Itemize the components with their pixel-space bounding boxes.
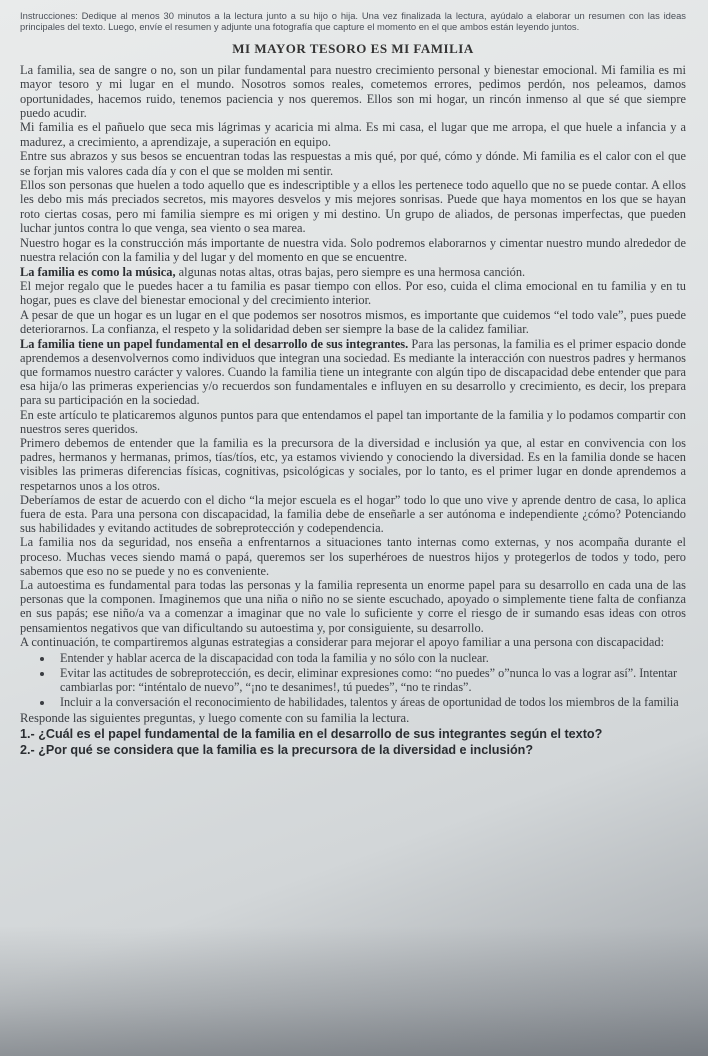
paragraph: Ellos son personas que huelen a todo aquello que es indescriptible y a ellos les pertenece todo aquello que no se puede contar. A ellos les debo mis más preciados secretos, mis mayores desvelos y mis mejores sonrisas. Puede que haya momentos en los que se hayan roto ciertas cosas, pero mi familia siempre es mi origen y mi destino. Un grupo de aliados, de personas imperfectas, que pueden luchar juntos contra lo que venga, sea viento o sea marea. (20, 178, 686, 236)
strategy-list (54, 651, 686, 709)
question-2: 2.- ¿Por qué se considera que la familia es la precursora de la diversidad e inclusión? (20, 742, 534, 757)
instructions-text: Instrucciones: Dedique al menos 30 minutos a la lectura junto a su hijo o hija. Una vez finalizada la lectura, ayúdalo a elaborar un resumen con las ideas principales del texto. Luego, envíe el resumen y adjunte una fotografía que capture el momento en el que ambos están leyendo juntos. (20, 10, 686, 33)
paragraph: A pesar de que un hogar es un lugar en el que podemos ser nosotros mismos, es importante que cuidemos “el todo vale”, pues puede deteriorarnos. La confianza, el respeto y la solidaridad deben ser siempre la base de la calidez familiar. (20, 307, 686, 337)
paragraph: Nuestro hogar es la construcción más importante de nuestra vida. Solo podremos elaborarnos y cimentar nuestro mundo alrededor de nuestra relación con la familia y del lugar y del momento en que se encuentre. (20, 235, 686, 265)
role-bold: La familia tiene un papel fundamental en el desarrollo de sus integrantes. (20, 336, 409, 351)
paragraph: A continuación, te compartiremos algunas estrategias a considerar para mejorar el apoyo familiar a una persona con discapacidad: (20, 634, 665, 649)
role-rest: Para las personas, la familia es el primer espacio donde aprendemos a desenvolvernos como individuos que integran una sociedad. Es mediante la interacción con nuestros padres y hermanos que formamos nuestro carácter y valores. Cuando la familia tiene un integrante con algún tipo de discapacidad debe entender que para esa hija/o las primeras experiencias y/o recuerdos son fundamentales e influyen en su desarrollo y crecimiento, es decir, los prepara para su participación en la sociedad. (20, 336, 686, 408)
paragraph: Primero debemos de entender que la familia es la precursora de la diversidad e inclusión ya que, al estar en convivencia con los padres, hermanos y hermanas, primos, tías/tíos, etc, ya estamos viviendo y conociendo la diversidad. Es en la familia donde se hacen visibles las primeras diferencias físicas, cognitivas, psicológicas y sociales, por lo tanto, es el primer lugar en donde aprendemos a respetarnos unos a los otros. (20, 435, 686, 493)
respond-instruction: Responde las siguientes preguntas, y luego comente con su familia la lectura. (20, 711, 410, 725)
music-rest: algunas notas altas, otras bajas, pero siempre es una hermosa canción. (175, 264, 526, 279)
music-bold: La familia es como la música, (20, 264, 176, 279)
paragraph: Deberíamos de estar de acuerdo con el dicho “la mejor escuela es el hogar” todo lo que uno vive y aprende dentro de casa, lo aplica fuera de esta. Para una persona con discapacidad, la familia debe de enseñarle a ser autónoma e independiente ¿cómo? Potenciando sus habilidades y evitando actitudes de sobreprotección y codependencia. (20, 492, 686, 536)
list-item: • Entender y hablar acerca de la discapacidad con toda la familia y no sólo con la nuclear. (54, 651, 686, 665)
paragraph: La familia, sea de sangre o no, son un pilar fundamental para nuestro crecimiento personal y bienestar emocional. Mi familia es mi mayor tesoro y mi lugar en el mundo. Nosotros somos reales, cometemos errores, pedimos perdón, nos peleamos, damos oportunidades, hacemos ruido, tenemos paciencia y nos queremos. Ellos son mi hogar, un rincón inmenso al que sé que siempre puedo acudir. (20, 62, 686, 121)
paragraph: El mejor regalo que le puedes hacer a tu familia es pasar tiempo con ellos. Por eso, cuida el clima emocional en tu familia y en tu hogar, pues es clave del bienestar emocional y del crecimiento interior. (20, 278, 686, 308)
paragraph-role (20, 337, 686, 408)
paragraph: Entre sus abrazos y sus besos se encuentran todas las respuestas a mis qué, por qué, cómo y dónde. Mi familia es el calor con el que se forjan mis valores cada día y con el que se molden mi sentir. (20, 149, 686, 178)
paragraph: En este artículo te platicaremos algunos puntos para que entendamos el papel tan importante de la familia y lo podamos compartir con nuestros seres queridos. (20, 407, 686, 436)
list-item: • Incluir a la conversación el reconocimiento de habilidades, talentos y áreas de oportunidad de todos los miembros de la familia (54, 695, 686, 709)
document-title: MI MAYOR TESORO ES MI FAMILIA (232, 40, 474, 56)
paragraph: Mi familia es el pañuelo que seca mis lágrimas y acaricia mi alma. Es mi casa, el lugar que me arropa, el que huele a infancia y a madurez, a crecimiento, a aprendizaje, a superación en equipo. (20, 120, 686, 149)
list-item: • Evitar las actitudes de sobreprotección, es decir, eliminar expresiones como: “no puedes” o”nunca lo vas a lograr así”. Intentar cambiarlas por: “inténtalo de nuevo”, “¡no te desanimes!, tú puedes”, “no te rindas”. (54, 666, 686, 694)
paragraph-music (20, 265, 686, 279)
paragraph: La autoestima es fundamental para todas las personas y la familia representa un enorme papel para su desarrollo en cada una de las personas que la componen. Imaginemos que una niña o niño no se siente escuchado, apoyado o simplemente tiene falta de confianza en sus papás; ese niño/a va a comenzar a imaginar que no vale lo suficiente y corre el riesgo de ir sumando esas ideas con otros pensamientos negativos que van dificultando su autoestima y, por consiguiente, su desarrollo. (20, 577, 686, 635)
paragraph: La familia nos da seguridad, nos enseña a enfrentarnos a situaciones tanto internas como externas, y nos acompaña durante el proceso. Muchas veces siendo mamá o papá, queremos ser los superhéroes de nuestros hijos y protegerlos de todos y todo, pero sabemos que eso no se puede y no es conveniente. (20, 535, 686, 578)
question-1: 1.- ¿Cuál es el papel fundamental de la familia en el desarrollo de sus integrantes según el texto? (20, 727, 603, 741)
